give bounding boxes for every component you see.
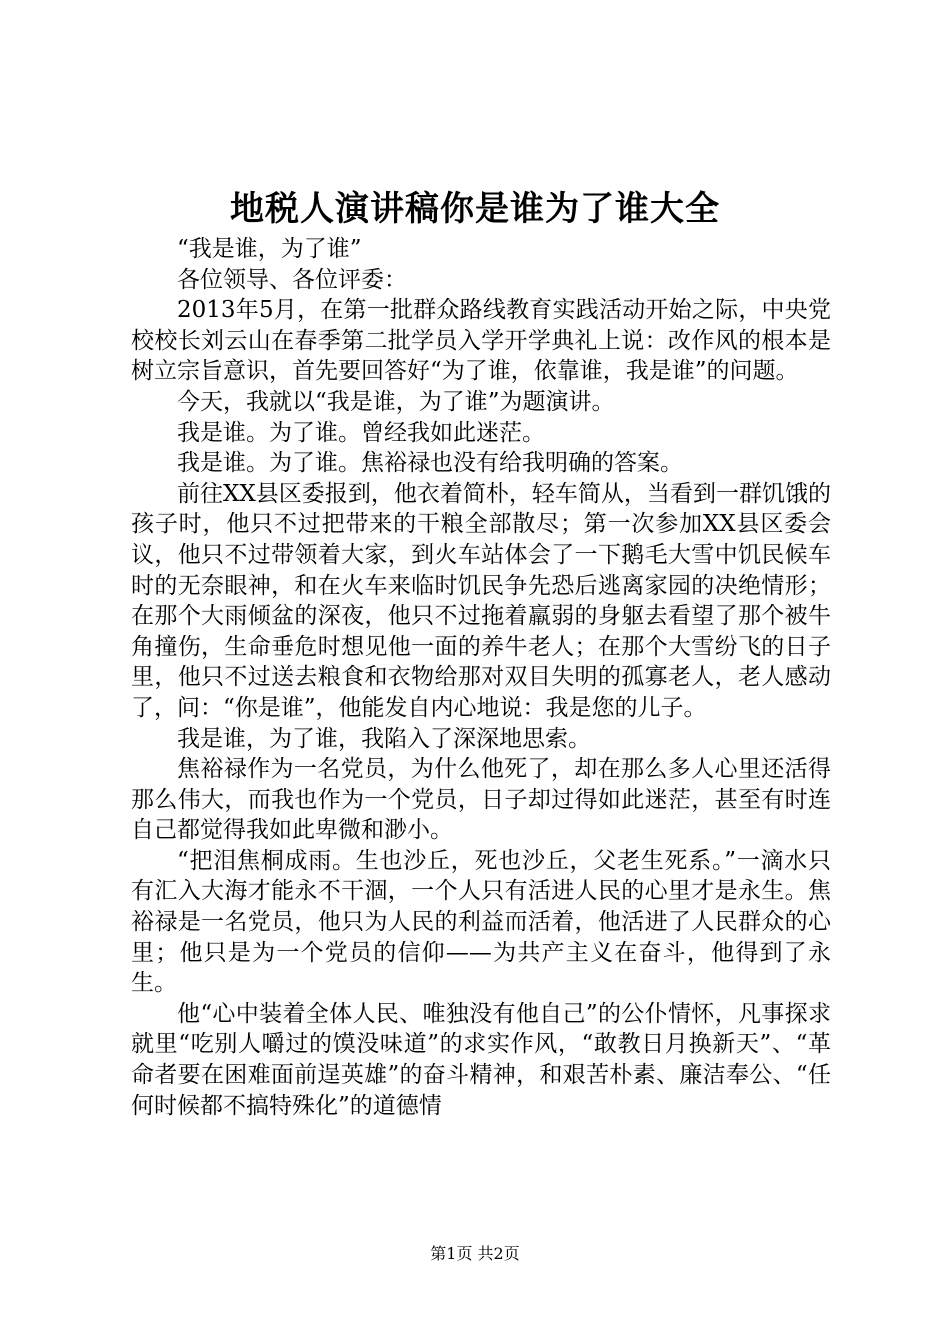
paragraph: 各位领导、各位评委： [177, 266, 407, 293]
paragraph: “把泪焦桐成雨。生也沙丘，死也沙丘，父老生死系。”一滴水只有汇入大海才能永不干涸，一个人只有活进人民的心里才是永生。焦裕禄是一名党员，他只为人民的利益而活着，他活进了人民群众的心里；他只是为一个党员的信仰——为共产主义在奋斗，他得到了永生。 [131, 847, 831, 997]
paragraph: “我是谁，为了谁” [177, 236, 362, 262]
paragraph: 我是谁，为了谁，我陷入了深深地思索。 [177, 725, 591, 752]
paragraph: 前往XX县区委报到，他衣着简朴，轻车简从，当看到一群饥饿的孩子时，他只不过把带来的干粮全部散尽；第一次参加XX县区委会议，他只不过带领着大家，到火车站体会了一下鹅毛大雪中饥民候车时的无奈眼神，和在火车来临时饥民争先恐后逃离家园的决绝情形；在那个大雨倾盆的深夜，他只不过拖着羸弱的身躯去看望了那个被牛角撞伤，生命垂危时想见他一面的养牛老人；在那个大雪纷飞的日子里，他只不过送去粮食和衣物给那对双目失明的孤寡老人，老人感动了，问：“你是谁”，他能发自内心地说：我是您的儿子。 [131, 480, 831, 721]
paragraph: 我是谁。为了谁。焦裕禄也没有给我明确的答案。 [177, 450, 683, 477]
paragraph: 2013年5月，在第一批群众路线教育实践活动开始之际，中央党校校长刘云山在春季第二批学员入学开学典礼上说：改作风的根本是树立宗旨意识，首先要回答好“为了谁，依靠谁，我是谁”的问题。 [131, 297, 831, 385]
document-title: 地税人演讲稿你是谁为了谁大全 [230, 189, 720, 229]
paragraph: 他“心中装着全体人民、唯独没有他自己”的公仆情怀，凡事探求就里“吃别人嚼过的馍没味道”的求实作风，“敢教日月换新天”、“革命者要在困难面前逞英雄”的奋斗精神，和艰苦朴素、廉洁奉公、“任何时候都不搞特殊化”的道德情 [131, 1000, 831, 1119]
document-body [131, 234, 831, 1121]
paragraph: 我是谁。为了谁。曾经我如此迷茫。 [177, 419, 545, 446]
page-footer: 第1页 共2页 [430, 1244, 520, 1263]
paragraph: 焦裕禄作为一名党员，为什么他死了，却在那么多人心里还活得那么伟大，而我也作为一个党员，日子却过得如此迷茫，甚至有时连自己都觉得我如此卑微和渺小。 [131, 756, 831, 844]
paragraph: 今天，我就以“我是谁，为了谁”为题演讲。 [177, 388, 615, 415]
